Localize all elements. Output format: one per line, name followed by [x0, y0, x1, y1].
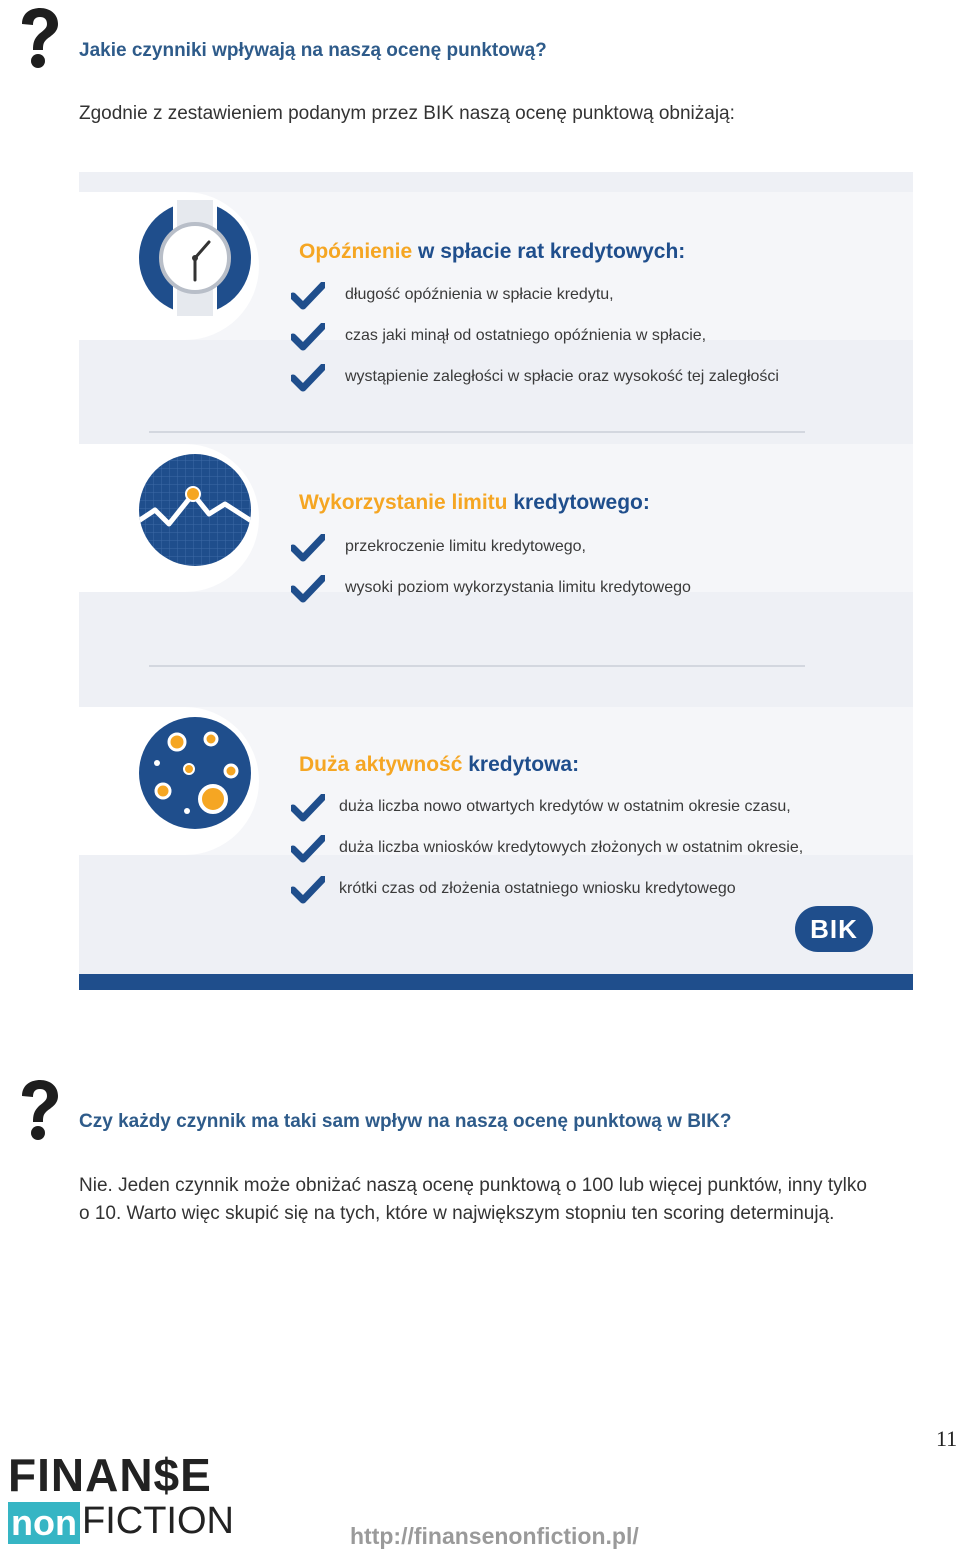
brand-logo-non: non: [8, 1502, 80, 1544]
section-heading: Czy każdy czynnik ma taki sam wpływ na naszą ocenę punktową w BIK?: [79, 1111, 732, 1132]
divider: [149, 431, 805, 433]
brand-logo-fiction: FICTION: [82, 1500, 234, 1542]
check-icon: [291, 282, 325, 310]
divider: [149, 665, 805, 667]
check-icon: [291, 794, 325, 822]
question-mark-icon: [14, 6, 62, 70]
clock-icon: [137, 200, 253, 316]
bubbles-icon: [137, 715, 253, 831]
bik-infographic: Opóźnienie w spłacie rat kredytowych: długość opóźnienia w spłacie kredytu, czas jaki minął od ostatniego opóźnienia w spłacie, wystąpienie zaległości w spłacie oraz wysokość tej zaległości Wykorzystanie limitu kredytowego: przekroczenie limitu kredytowego, wysoki poziom wykorzystania limitu kredytowego Duża aktywność kredytowa: duża liczba nowo otwartych kredytów w ostatnim okresie czasu, duża liczba wniosków kredytowych złożonych w ostatnim okresie, krótki czas od złożenia ostatniego wniosku kredytowego BIK: [79, 172, 913, 990]
page-number: 11: [936, 1426, 958, 1451]
infographic-bottom-bar: [79, 974, 913, 990]
bik-logo: BIK: [795, 906, 873, 952]
section-title: Opóźnienie w spłacie rat kredytowych:: [299, 240, 686, 263]
question-mark-icon: [14, 1078, 62, 1142]
check-icon: [291, 323, 325, 351]
section-title: Duża aktywność kredytowa:: [299, 753, 580, 776]
brand-logo-top: FINAN$E: [8, 1449, 212, 1501]
intro-text: Zgodnie z zestawieniem podanym przez BIK naszą ocenę punktową obniżają:: [79, 103, 735, 124]
footer-url[interactable]: http://finansenonfiction.pl/: [350, 1523, 639, 1549]
line-chart-icon: [137, 452, 253, 568]
check-icon: [291, 534, 325, 562]
section-title: Wykorzystanie limitu kredytowego:: [299, 491, 650, 514]
section-heading: Jakie czynniki wpływają na naszą ocenę punktową?: [79, 40, 547, 61]
check-icon: [291, 876, 325, 904]
answer-line: Nie. Jeden czynnik może obniżać naszą ocenę punktową o 100 lub więcej punktów, inny tylko: [79, 1175, 867, 1196]
check-icon: [291, 575, 325, 603]
check-icon: [291, 835, 325, 863]
check-icon: [291, 364, 325, 392]
answer-line: o 10. Warto więc skupić się na tych, które w największym stopniu ten scoring determinują.: [79, 1203, 835, 1224]
